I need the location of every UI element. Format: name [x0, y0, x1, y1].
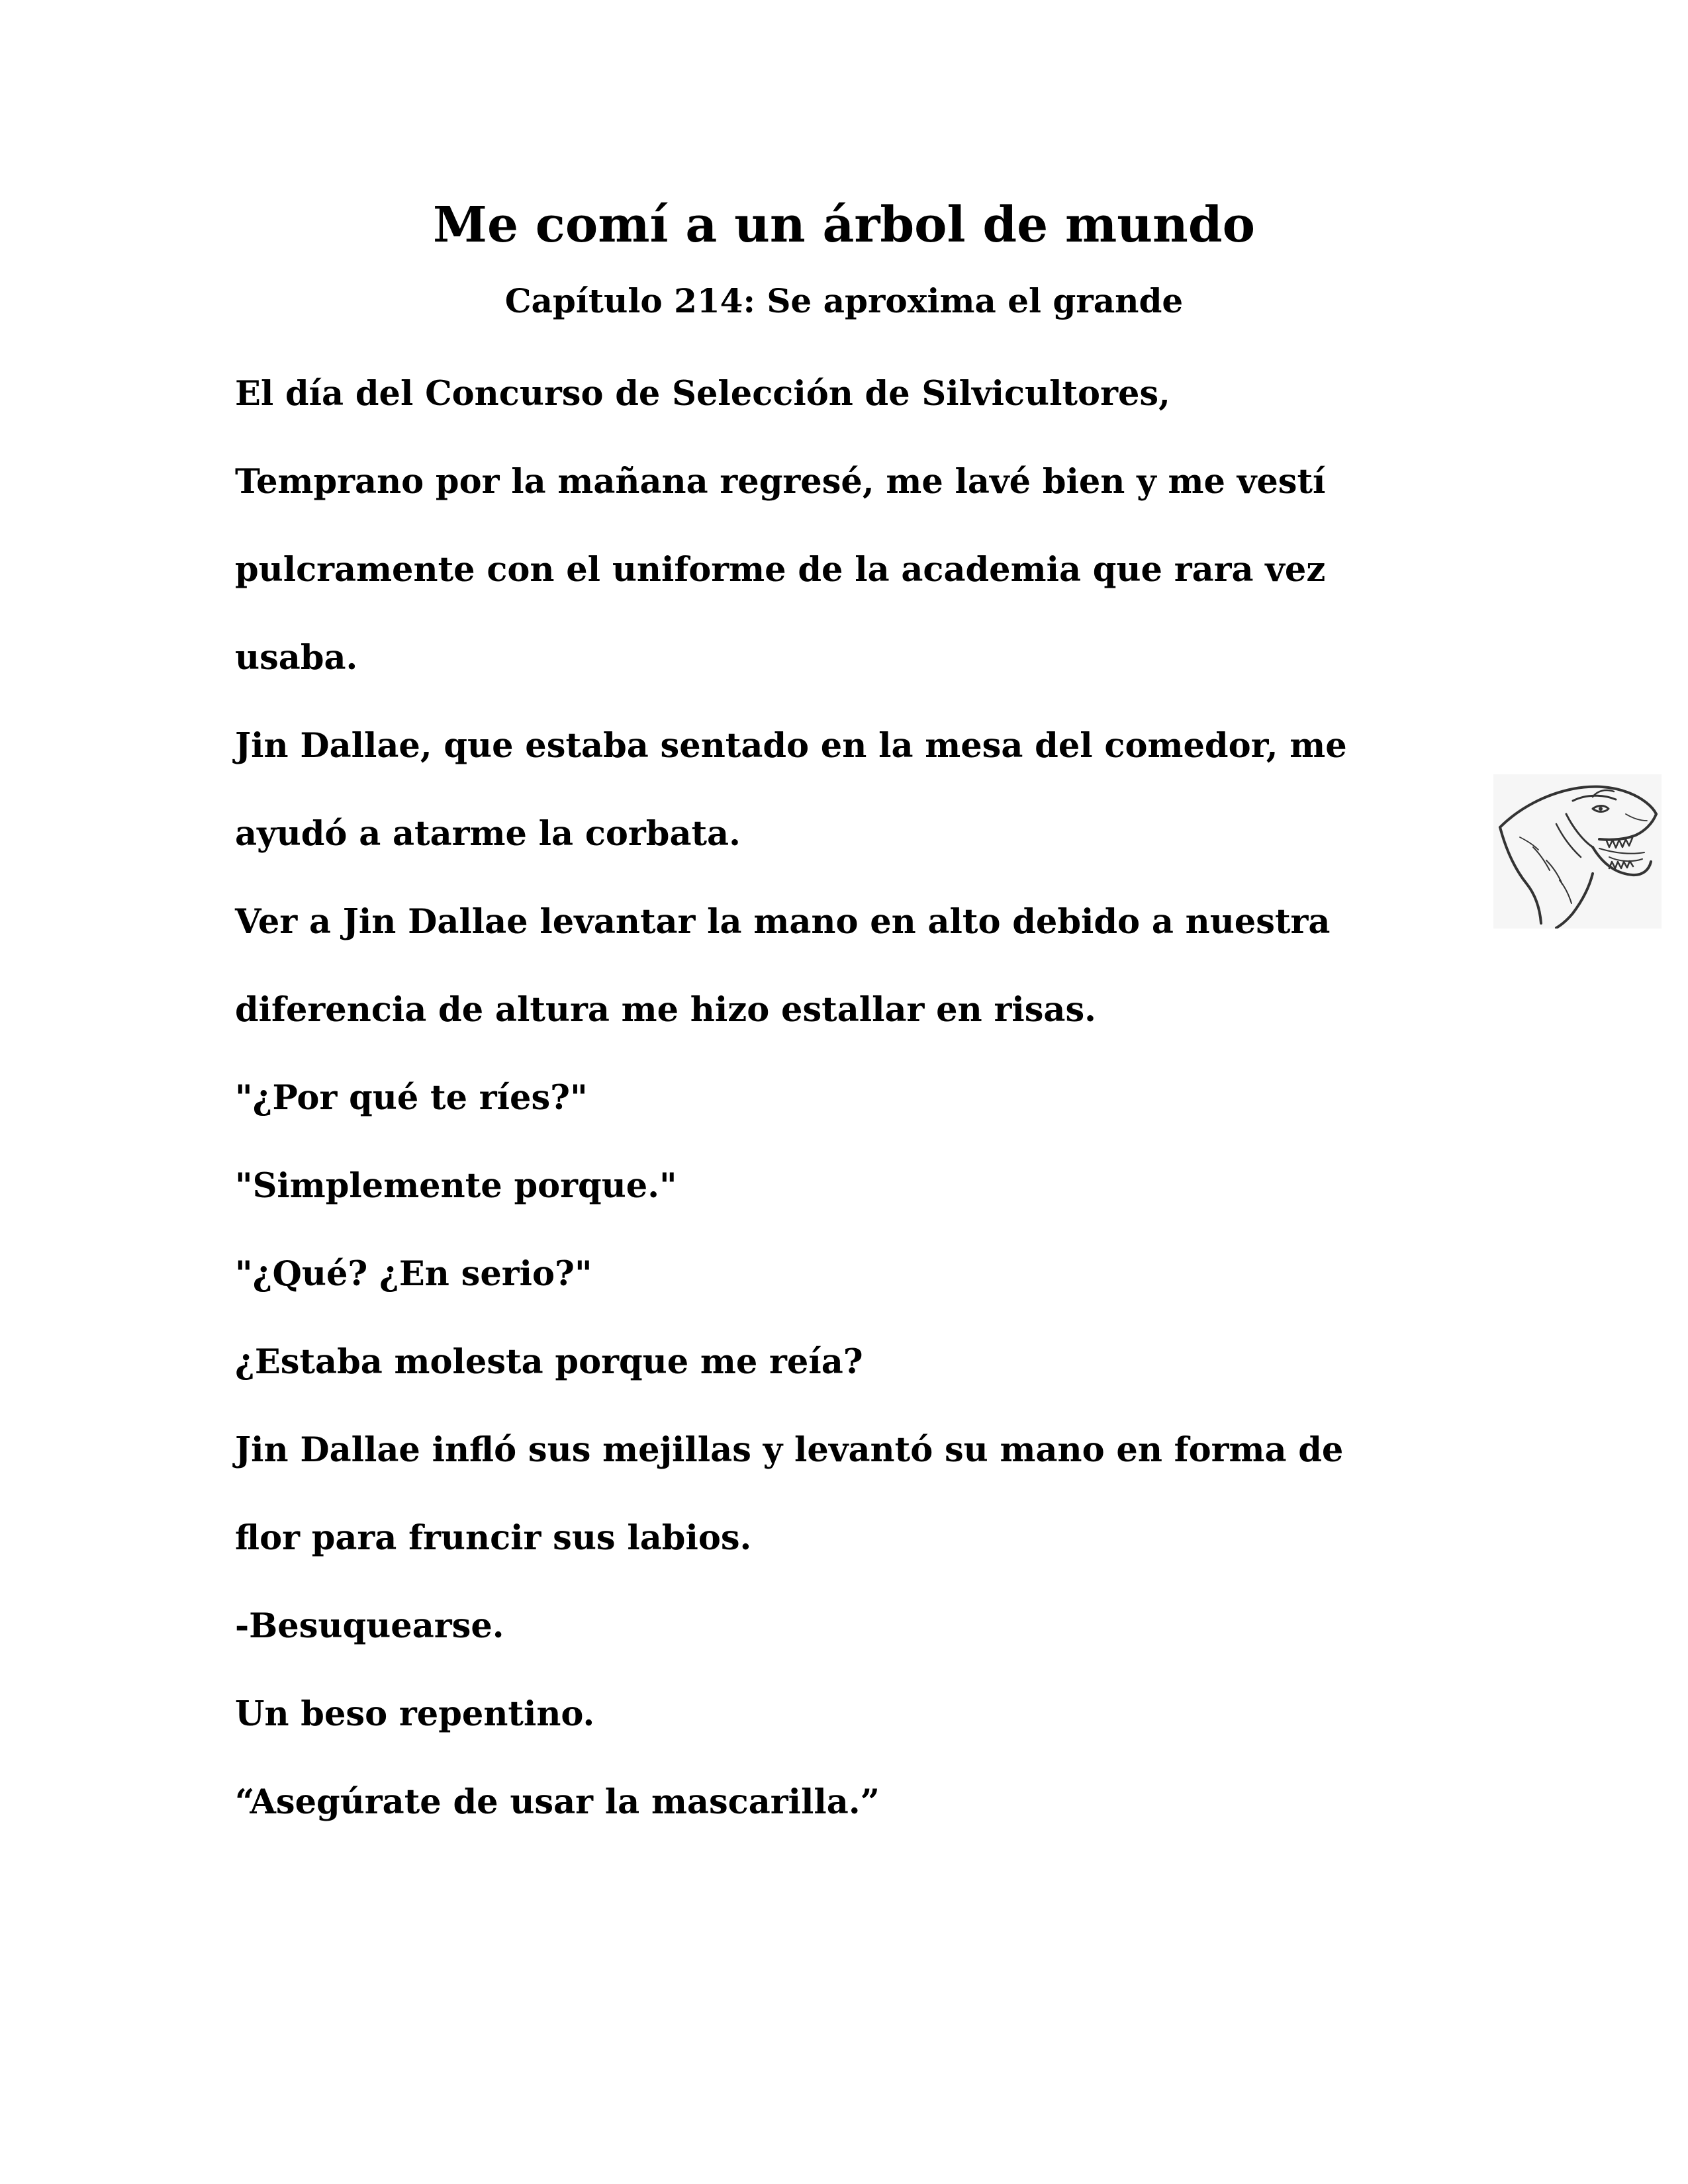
dialogue-line: "¿Por qué te ríes?" [235, 1078, 588, 1118]
chapter-body [235, 367, 1493, 1864]
dialogue-line: "¿Qué? ¿En serio?" [235, 1254, 592, 1294]
paragraph-line: -Besuquearse. [235, 1606, 504, 1646]
paragraph-line: Ver a Jin Dallae levantar la mano en alto debido a nuestra [235, 902, 1331, 942]
dialogue-line: “Asegúrate de usar la mascarilla.” [235, 1782, 880, 1822]
paragraph-line: Jin Dallae infló sus mejillas y levantó su mano en forma de [235, 1430, 1344, 1470]
paragraph-line: diferencia de altura me hizo estallar en risas. [235, 990, 1096, 1030]
chapter-heading: Capítulo 214: Se aproxima el grande [504, 281, 1184, 320]
dialogue-line: "Simplemente porque." [235, 1166, 677, 1206]
dinosaur-head-sketch-icon [1493, 774, 1662, 929]
paragraph-line: usaba. [235, 638, 358, 678]
paragraph-line: Jin Dallae, que estaba sentado en la mesa del comedor, me [235, 726, 1347, 766]
paragraph-line: El día del Concurso de Selección de Silvicultores, [235, 374, 1170, 414]
document-title: Me comí a un árbol de mundo [433, 197, 1255, 253]
paragraph-line: ¿Estaba molesta porque me reía? [235, 1342, 863, 1382]
paragraph-line: pulcramente con el uniforme de la academia que rara vez [235, 550, 1326, 590]
paragraph-line: ayudó a atarme la corbata. [235, 814, 741, 854]
paragraph-line: flor para fruncir sus labios. [235, 1518, 752, 1558]
paragraph-line: Un beso repentino. [235, 1694, 595, 1734]
paragraph-line: Temprano por la mañana regresé, me lavé bien y me vestí [235, 462, 1326, 502]
